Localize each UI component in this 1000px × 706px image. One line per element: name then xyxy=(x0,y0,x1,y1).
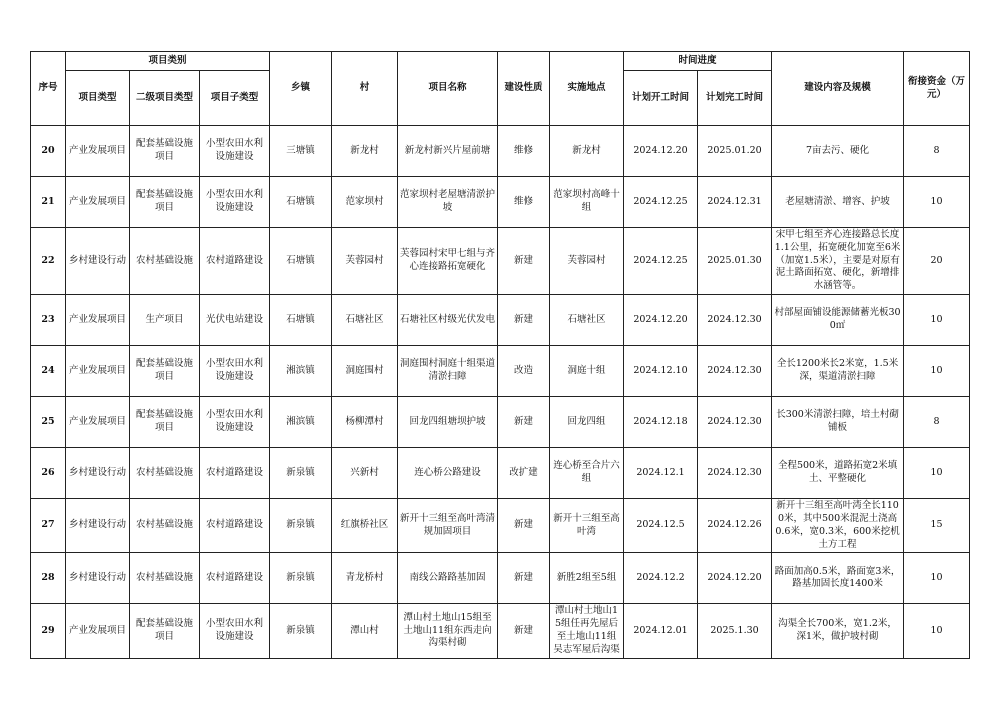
cell-sub-type: 农村道路建设 xyxy=(200,553,270,604)
cell-project-name: 洞庭围村洞庭十组渠道清淤扫障 xyxy=(398,346,498,397)
cell-start: 2024.12.18 xyxy=(624,397,698,448)
cell-sub-type: 农村道路建设 xyxy=(200,499,270,553)
cell-end: 2024.12.30 xyxy=(698,295,772,346)
cell-sub-type: 小型农田水利设施建设 xyxy=(200,397,270,448)
cell-content: 全程500米，道路拓宽2米填土、平整硬化 xyxy=(772,448,904,499)
header-town: 乡镇 xyxy=(270,52,332,126)
cell-end: 2024.12.30 xyxy=(698,448,772,499)
cell-nature: 维修 xyxy=(498,177,550,228)
cell-project-type: 乡村建设行动 xyxy=(66,448,130,499)
cell-seq: 23 xyxy=(31,295,66,346)
cell-nature: 新建 xyxy=(498,499,550,553)
table-row xyxy=(31,228,970,295)
cell-content: 老屋塘清淤、增容、护坡 xyxy=(772,177,904,228)
cell-town: 湘滨镇 xyxy=(270,346,332,397)
cell-project-name: 芙蓉园村宋甲七组与齐心连接路拓宽硬化 xyxy=(398,228,498,295)
cell-start: 2024.12.25 xyxy=(624,177,698,228)
cell-project-type: 产业发展项目 xyxy=(66,604,130,658)
cell-start: 2024.12.1 xyxy=(624,448,698,499)
header-nature: 建设性质 xyxy=(498,52,550,126)
cell-content: 全长1200米长2米宽，1.5米深，渠道清淤扫障 xyxy=(772,346,904,397)
cell-location: 洞庭十组 xyxy=(550,346,624,397)
header-planned-start: 计划开工时间 xyxy=(624,71,698,126)
header-funds: 衔接资金（万元） xyxy=(904,52,970,126)
cell-project-name: 新龙村新兴片屋前塘 xyxy=(398,126,498,177)
cell-town: 石塘镇 xyxy=(270,228,332,295)
cell-project-name: 新开十三组至高叶湾清规加固项目 xyxy=(398,499,498,553)
cell-village: 杨柳潭村 xyxy=(332,397,398,448)
cell-secondary-type: 配套基础设施项目 xyxy=(130,126,200,177)
cell-secondary-type: 配套基础设施项目 xyxy=(130,604,200,658)
cell-village: 芙蓉园村 xyxy=(332,228,398,295)
header-schedule-group: 时间进度 xyxy=(624,52,772,71)
cell-nature: 新建 xyxy=(498,604,550,658)
cell-project-type: 产业发展项目 xyxy=(66,177,130,228)
cell-funds: 10 xyxy=(904,346,970,397)
table-row xyxy=(31,553,970,604)
cell-seq: 20 xyxy=(31,126,66,177)
cell-village: 洞庭围村 xyxy=(332,346,398,397)
cell-town: 新泉镇 xyxy=(270,604,332,658)
table-row xyxy=(31,295,970,346)
table-row xyxy=(31,604,970,658)
cell-end: 2024.12.26 xyxy=(698,499,772,553)
cell-sub-type: 光伏电站建设 xyxy=(200,295,270,346)
cell-village: 石塘社区 xyxy=(332,295,398,346)
cell-sub-type: 小型农田水利设施建设 xyxy=(200,126,270,177)
cell-funds: 10 xyxy=(904,604,970,658)
header-category-group: 项目类别 xyxy=(66,52,270,71)
cell-end: 2024.12.30 xyxy=(698,397,772,448)
table-row xyxy=(31,448,970,499)
header-secondary-type: 二级项目类型 xyxy=(130,71,200,126)
header-sub-type: 项目子类型 xyxy=(200,71,270,126)
cell-seq: 21 xyxy=(31,177,66,228)
cell-location: 石塘社区 xyxy=(550,295,624,346)
cell-end: 2024.12.30 xyxy=(698,346,772,397)
cell-start: 2024.12.10 xyxy=(624,346,698,397)
cell-location: 回龙四组 xyxy=(550,397,624,448)
table-row xyxy=(31,177,970,228)
cell-town: 石塘镇 xyxy=(270,177,332,228)
cell-project-type: 乡村建设行动 xyxy=(66,228,130,295)
table-row xyxy=(31,499,970,553)
cell-start: 2024.12.20 xyxy=(624,295,698,346)
cell-project-name: 范家坝村老屋塘清淤护坡 xyxy=(398,177,498,228)
cell-funds: 10 xyxy=(904,295,970,346)
project-table xyxy=(30,51,970,659)
cell-town: 石塘镇 xyxy=(270,295,332,346)
cell-funds: 8 xyxy=(904,397,970,448)
cell-village: 潭山村 xyxy=(332,604,398,658)
cell-secondary-type: 农村基础设施 xyxy=(130,499,200,553)
cell-location: 新龙村 xyxy=(550,126,624,177)
cell-content: 村部屋面铺设能源储蓄光板300㎡ xyxy=(772,295,904,346)
cell-town: 新泉镇 xyxy=(270,448,332,499)
cell-seq: 29 xyxy=(31,604,66,658)
cell-funds: 20 xyxy=(904,228,970,295)
header-location: 实施地点 xyxy=(550,52,624,126)
cell-sub-type: 农村道路建设 xyxy=(200,228,270,295)
cell-project-type: 产业发展项目 xyxy=(66,295,130,346)
cell-end: 2025.1.30 xyxy=(698,604,772,658)
cell-project-type: 产业发展项目 xyxy=(66,397,130,448)
cell-project-name: 潭山村土地山15组至土地山11组东西走向沟渠村砌 xyxy=(398,604,498,658)
cell-start: 2024.12.20 xyxy=(624,126,698,177)
cell-town: 湘滨镇 xyxy=(270,397,332,448)
cell-nature: 新建 xyxy=(498,228,550,295)
cell-nature: 新建 xyxy=(498,397,550,448)
cell-secondary-type: 配套基础设施项目 xyxy=(130,177,200,228)
cell-village: 红旗桥社区 xyxy=(332,499,398,553)
cell-end: 2024.12.20 xyxy=(698,553,772,604)
cell-seq: 25 xyxy=(31,397,66,448)
header-seq: 序号 xyxy=(31,52,66,126)
cell-village: 新龙村 xyxy=(332,126,398,177)
cell-village: 范家坝村 xyxy=(332,177,398,228)
cell-location: 连心桥至合片六组 xyxy=(550,448,624,499)
cell-sub-type: 小型农田水利设施建设 xyxy=(200,604,270,658)
cell-start: 2024.12.2 xyxy=(624,553,698,604)
cell-town: 新泉镇 xyxy=(270,553,332,604)
cell-secondary-type: 农村基础设施 xyxy=(130,448,200,499)
cell-project-name: 回龙四组塘坝护坡 xyxy=(398,397,498,448)
cell-location: 芙蓉园村 xyxy=(550,228,624,295)
cell-project-name: 南线公路路基加固 xyxy=(398,553,498,604)
cell-village: 青龙桥村 xyxy=(332,553,398,604)
table-row xyxy=(31,126,970,177)
cell-location: 新开十三组至高叶湾 xyxy=(550,499,624,553)
cell-project-type: 乡村建设行动 xyxy=(66,499,130,553)
cell-nature: 新建 xyxy=(498,295,550,346)
cell-project-name: 石塘社区村级光伏发电 xyxy=(398,295,498,346)
cell-content: 路面加高0.5米，路面宽3米，路基加固长度1400米 xyxy=(772,553,904,604)
cell-village: 兴新村 xyxy=(332,448,398,499)
cell-funds: 8 xyxy=(904,126,970,177)
cell-project-name: 连心桥公路建设 xyxy=(398,448,498,499)
cell-project-type: 产业发展项目 xyxy=(66,126,130,177)
cell-seq: 27 xyxy=(31,499,66,553)
cell-location: 范家坝村高峰十组 xyxy=(550,177,624,228)
header-project-name: 项目名称 xyxy=(398,52,498,126)
cell-end: 2025.01.20 xyxy=(698,126,772,177)
cell-end: 2025.01.30 xyxy=(698,228,772,295)
cell-nature: 改扩建 xyxy=(498,448,550,499)
header-project-type: 项目类型 xyxy=(66,71,130,126)
cell-content: 长300米清淤扫障，培土村砌铺板 xyxy=(772,397,904,448)
cell-secondary-type: 配套基础设施项目 xyxy=(130,397,200,448)
cell-project-type: 产业发展项目 xyxy=(66,346,130,397)
cell-funds: 10 xyxy=(904,448,970,499)
cell-content: 7亩去污、硬化 xyxy=(772,126,904,177)
header-planned-end: 计划完工时间 xyxy=(698,71,772,126)
cell-seq: 28 xyxy=(31,553,66,604)
cell-start: 2024.12.25 xyxy=(624,228,698,295)
cell-secondary-type: 农村基础设施 xyxy=(130,553,200,604)
cell-seq: 22 xyxy=(31,228,66,295)
cell-nature: 维修 xyxy=(498,126,550,177)
cell-funds: 10 xyxy=(904,553,970,604)
header-village: 村 xyxy=(332,52,398,126)
cell-start: 2024.12.5 xyxy=(624,499,698,553)
cell-secondary-type: 生产项目 xyxy=(130,295,200,346)
cell-project-type: 乡村建设行动 xyxy=(66,553,130,604)
cell-start: 2024.12.01 xyxy=(624,604,698,658)
cell-content: 沟渠全长700米，宽1.2米，深1米，做护坡村砌 xyxy=(772,604,904,658)
cell-seq: 24 xyxy=(31,346,66,397)
cell-sub-type: 小型农田水利设施建设 xyxy=(200,346,270,397)
cell-sub-type: 农村道路建设 xyxy=(200,448,270,499)
cell-seq: 26 xyxy=(31,448,66,499)
cell-end: 2024.12.31 xyxy=(698,177,772,228)
cell-nature: 改造 xyxy=(498,346,550,397)
cell-funds: 10 xyxy=(904,177,970,228)
cell-location: 新胜2组至5组 xyxy=(550,553,624,604)
cell-sub-type: 小型农田水利设施建设 xyxy=(200,177,270,228)
header-content: 建设内容及规模 xyxy=(772,52,904,126)
cell-location: 潭山村土地山15组任再先屋后至土地山11组吴志军屋后沟渠 xyxy=(550,604,624,658)
cell-town: 三塘镇 xyxy=(270,126,332,177)
cell-town: 新泉镇 xyxy=(270,499,332,553)
cell-content: 新开十三组至高叶湾全长1100米，其中500米混泥土浇高0.6米，宽0.3米，600米挖机土方工程 xyxy=(772,499,904,553)
cell-funds: 15 xyxy=(904,499,970,553)
cell-secondary-type: 农村基础设施 xyxy=(130,228,200,295)
cell-nature: 新建 xyxy=(498,553,550,604)
cell-secondary-type: 配套基础设施项目 xyxy=(130,346,200,397)
table-row xyxy=(31,346,970,397)
cell-content: 宋甲七组至齐心连接路总长度1.1公里，拓宽硬化加宽至6米（加宽1.5米），主要是对原有泥土路面拓宽、硬化，新增排水涵管等。 xyxy=(772,228,904,295)
table-row xyxy=(31,397,970,448)
